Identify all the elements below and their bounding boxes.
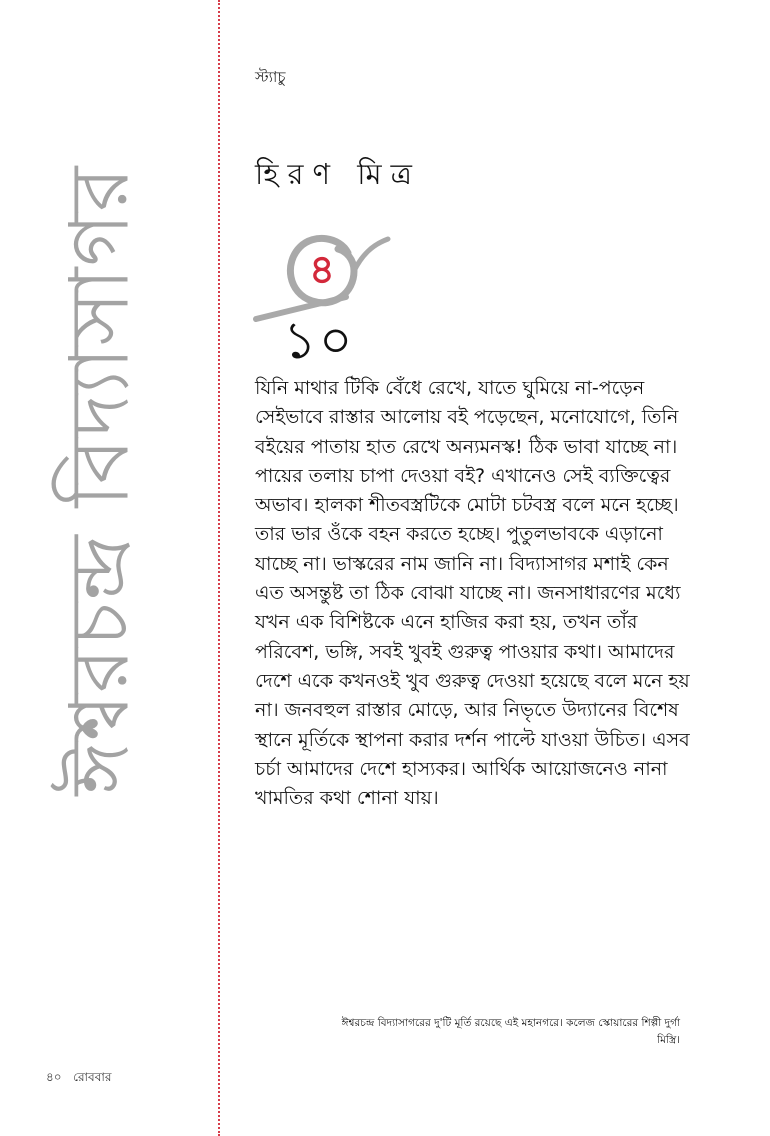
dotted-divider bbox=[218, 0, 220, 1136]
score-numerator: ৪ bbox=[309, 247, 335, 293]
image-caption: ঈশ্বরচন্দ্র বিদ্যাসাগরের দু'টি মূর্তি রয়েছে এই মহানগরে। কলেজ স্কোয়ারের শিল্পী দুর্গা মিস্ত্রি। bbox=[341, 1017, 680, 1046]
vertical-title: ঈশ্বরচন্দ্র বিদ্যাসাগর bbox=[52, 165, 148, 795]
section-tag: স্ট্যাচু bbox=[255, 68, 286, 86]
page-footer bbox=[46, 1069, 111, 1089]
vertical-title-wrap bbox=[30, 130, 180, 830]
author-name: হিরণ মিত্র bbox=[255, 157, 421, 191]
score-denominator: ১০ bbox=[283, 311, 355, 371]
magazine-name: রোববার bbox=[73, 1070, 112, 1084]
swirl-tail bbox=[354, 239, 388, 271]
page-number: ৪০ bbox=[46, 1070, 62, 1084]
article-body: যিনি মাথার টিকি বেঁধে রেখে, যাতে ঘুমিয়ে না-পড়েন সেইভাবে রাস্তার আলোয় বই পড়েছেন, মনোযোগে, তিনি বইয়ের পাতায় হাত রেখে অন্যমনস্ক! ঠিক ভাবা যাচ্ছে না। পায়ের তলায় চাপা দেওয়া বই? এখানেও সেই ব্যক্তিত্বের অভাব। হালকা শীতবস্ত্রটিকে মোটা চটবস্ত্র বলে মনে হচ্ছে। তার ভার ওঁকে বহন করতে হচ্ছে। পুতুলভাবকে এড়ানো যাচ্ছে না। ভাস্করের নাম জানি না। বিদ্যাসাগর মশাই কেন এত অসন্তুষ্ট তা ঠিক বোঝা যাচ্ছে না। জনসাধারণের মধ্যে যখন এক বিশিষ্টকে এনে হাজির করা হয়, তখন তাঁর পরিবেশ, ভঙ্গি, সবই খুবই গুরুত্ব পাওয়ার কথা। আমাদের দেশে একে কখনওই খুব গুরুত্ব দেওয়া হয়েছে বলে মনে হয় না। জনবহুল রাস্তার মোড়ে, আর নিভৃতে উদ্যানের বিশেষ স্থানে মূর্তিকে স্থাপনা করার দর্শন পাল্টে যাওয়া উচিত। এসব চর্চা আমাদের দেশে হাস্যকর। আর্থিক আয়োজনেও নানা খামতির কথা শোনা যায়। bbox=[255, 377, 690, 810]
